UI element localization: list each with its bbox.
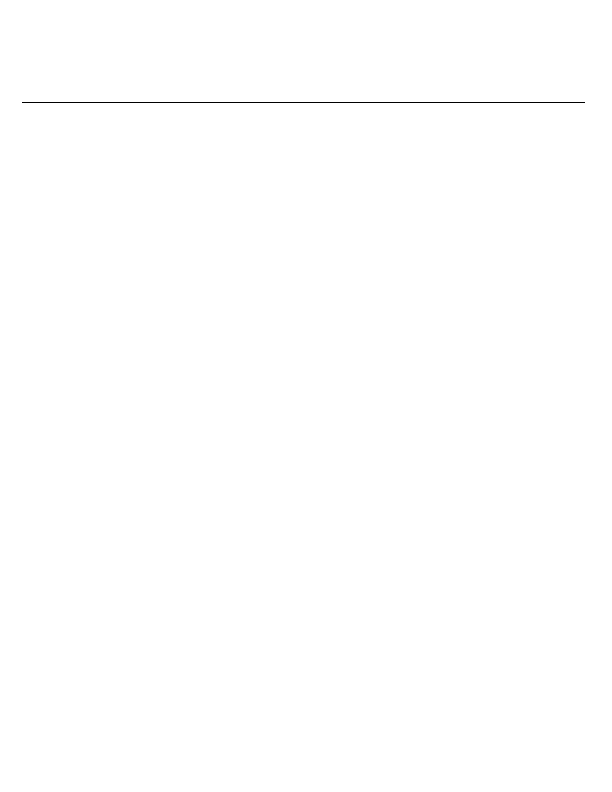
header-rule xyxy=(22,102,585,103)
